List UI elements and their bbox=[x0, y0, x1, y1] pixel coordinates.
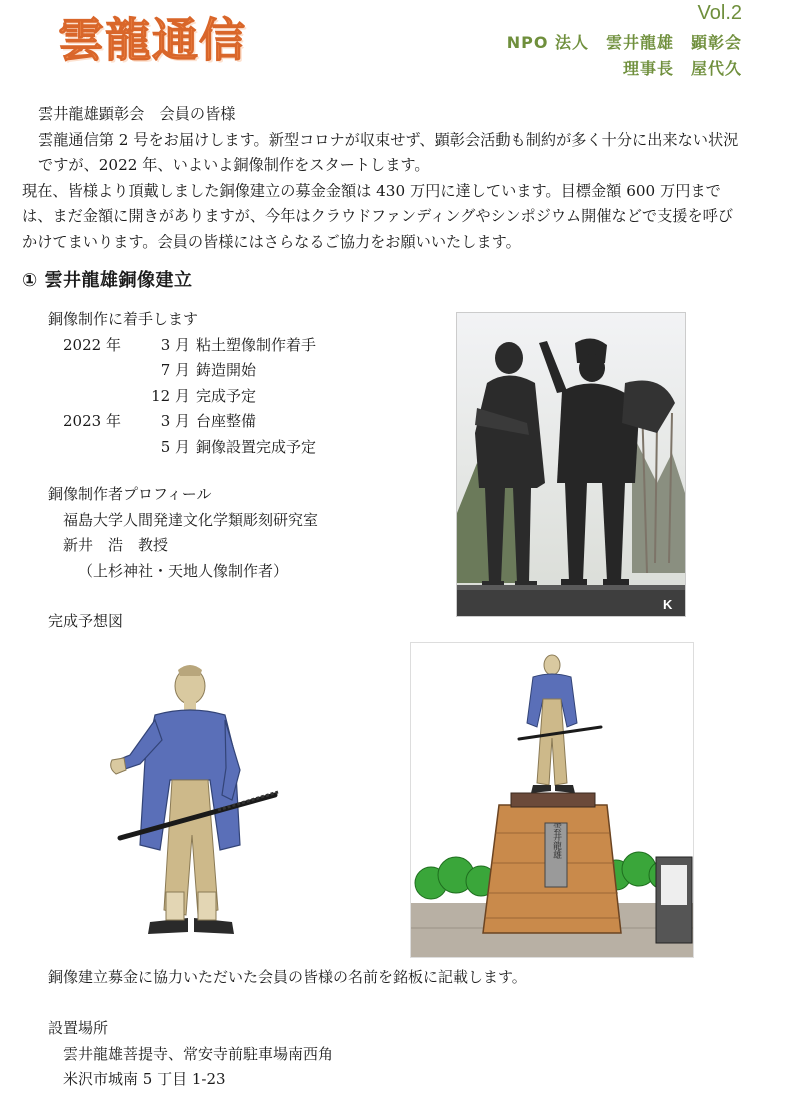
schedule-row bbox=[48, 333, 317, 359]
schedule-event: 粘土塑像制作着手 bbox=[196, 335, 317, 354]
schedule-row bbox=[48, 384, 257, 410]
bronze-statue-photo bbox=[456, 312, 686, 617]
location-address: 米沢市城南 5 丁目 1-23 bbox=[63, 1070, 226, 1088]
location-place: 雲井龍雄菩提寺、常安寺前駐車場南西角 bbox=[63, 1044, 334, 1063]
pedestal-plaque-text: 雲井龍雄 bbox=[551, 823, 561, 859]
schedule-row bbox=[48, 435, 317, 461]
schedule-month: 5 月 bbox=[160, 437, 190, 456]
schedule-event: 台座整備 bbox=[196, 412, 257, 430]
profile-affiliation: 福島大学人間発達文化学類彫刻研究室 bbox=[63, 510, 319, 529]
schedule-event: 鋳造開始 bbox=[196, 361, 257, 379]
statue-pedestal-rendering bbox=[410, 642, 694, 958]
schedule-month: 7 月 bbox=[160, 361, 190, 379]
schedule-year: 2022 年 bbox=[63, 335, 121, 354]
schedule-row bbox=[48, 358, 257, 384]
schedule-month: 3 月 bbox=[160, 335, 190, 354]
schedule-month: 3 月 bbox=[160, 412, 190, 430]
salutation: 雲井龍雄顕彰会 会員の皆様 bbox=[38, 105, 236, 123]
schedule-event: 銅像設置完成予定 bbox=[196, 437, 317, 456]
schedule-title: 銅像制作に着手します bbox=[48, 310, 199, 328]
profile-works: （上杉神社・天地人像制作者） bbox=[78, 561, 289, 580]
location-title: 設置場所 bbox=[48, 1019, 109, 1037]
production-schedule bbox=[48, 307, 317, 460]
intro-paragraph-2: 現在、皆様より頂戴しました銅像建立の募金金額は 430 万円に達しています。目標金額 600 万円までは、まだ金額に開きがありますが、今年はクラウドファンディングやシンポジウム開催などで支援を呼びかけてまいります。会員の皆様にはさらなるご協力をお願いいたします。 bbox=[22, 181, 734, 251]
intro-text bbox=[22, 102, 744, 255]
photo-watermark: K bbox=[663, 597, 673, 612]
sculptor-profile bbox=[48, 482, 318, 584]
intro-paragraph-1: 雲龍通信第 2 号をお届けします。新型コロナが収束せず、顕彰会活動も制約が多く十分に出来ない状況ですが、2022 年、いよいよ銅像制作をスタートします。 bbox=[38, 130, 739, 174]
schedule-event: 完成予定 bbox=[196, 386, 257, 405]
profile-title: 銅像制作者プロフィール bbox=[48, 485, 212, 503]
volume-number: Vol.2 bbox=[697, 2, 742, 24]
schedule-month: 12 月 bbox=[151, 386, 190, 405]
installation-location bbox=[48, 1016, 333, 1093]
forecast-label: 完成予想図 bbox=[48, 612, 124, 630]
newsletter-title: 雲龍通信 bbox=[58, 13, 246, 67]
chairman-name: 理事長 屋代久 bbox=[622, 59, 742, 78]
nameplate-note: 銅像建立募金に協力いただいた会員の皆様の名前を銘板に記載します。 bbox=[48, 968, 527, 986]
schedule-year: 2023 年 bbox=[63, 412, 121, 430]
profile-name: 新井 浩 教授 bbox=[63, 536, 169, 554]
statue-figure-illustration bbox=[100, 660, 290, 956]
schedule-row bbox=[48, 409, 257, 435]
organization-name: NPO 法人 雲井龍雄 顕彰会 bbox=[506, 33, 742, 52]
section-heading: ① 雲井龍雄銅像建立 bbox=[22, 270, 193, 291]
